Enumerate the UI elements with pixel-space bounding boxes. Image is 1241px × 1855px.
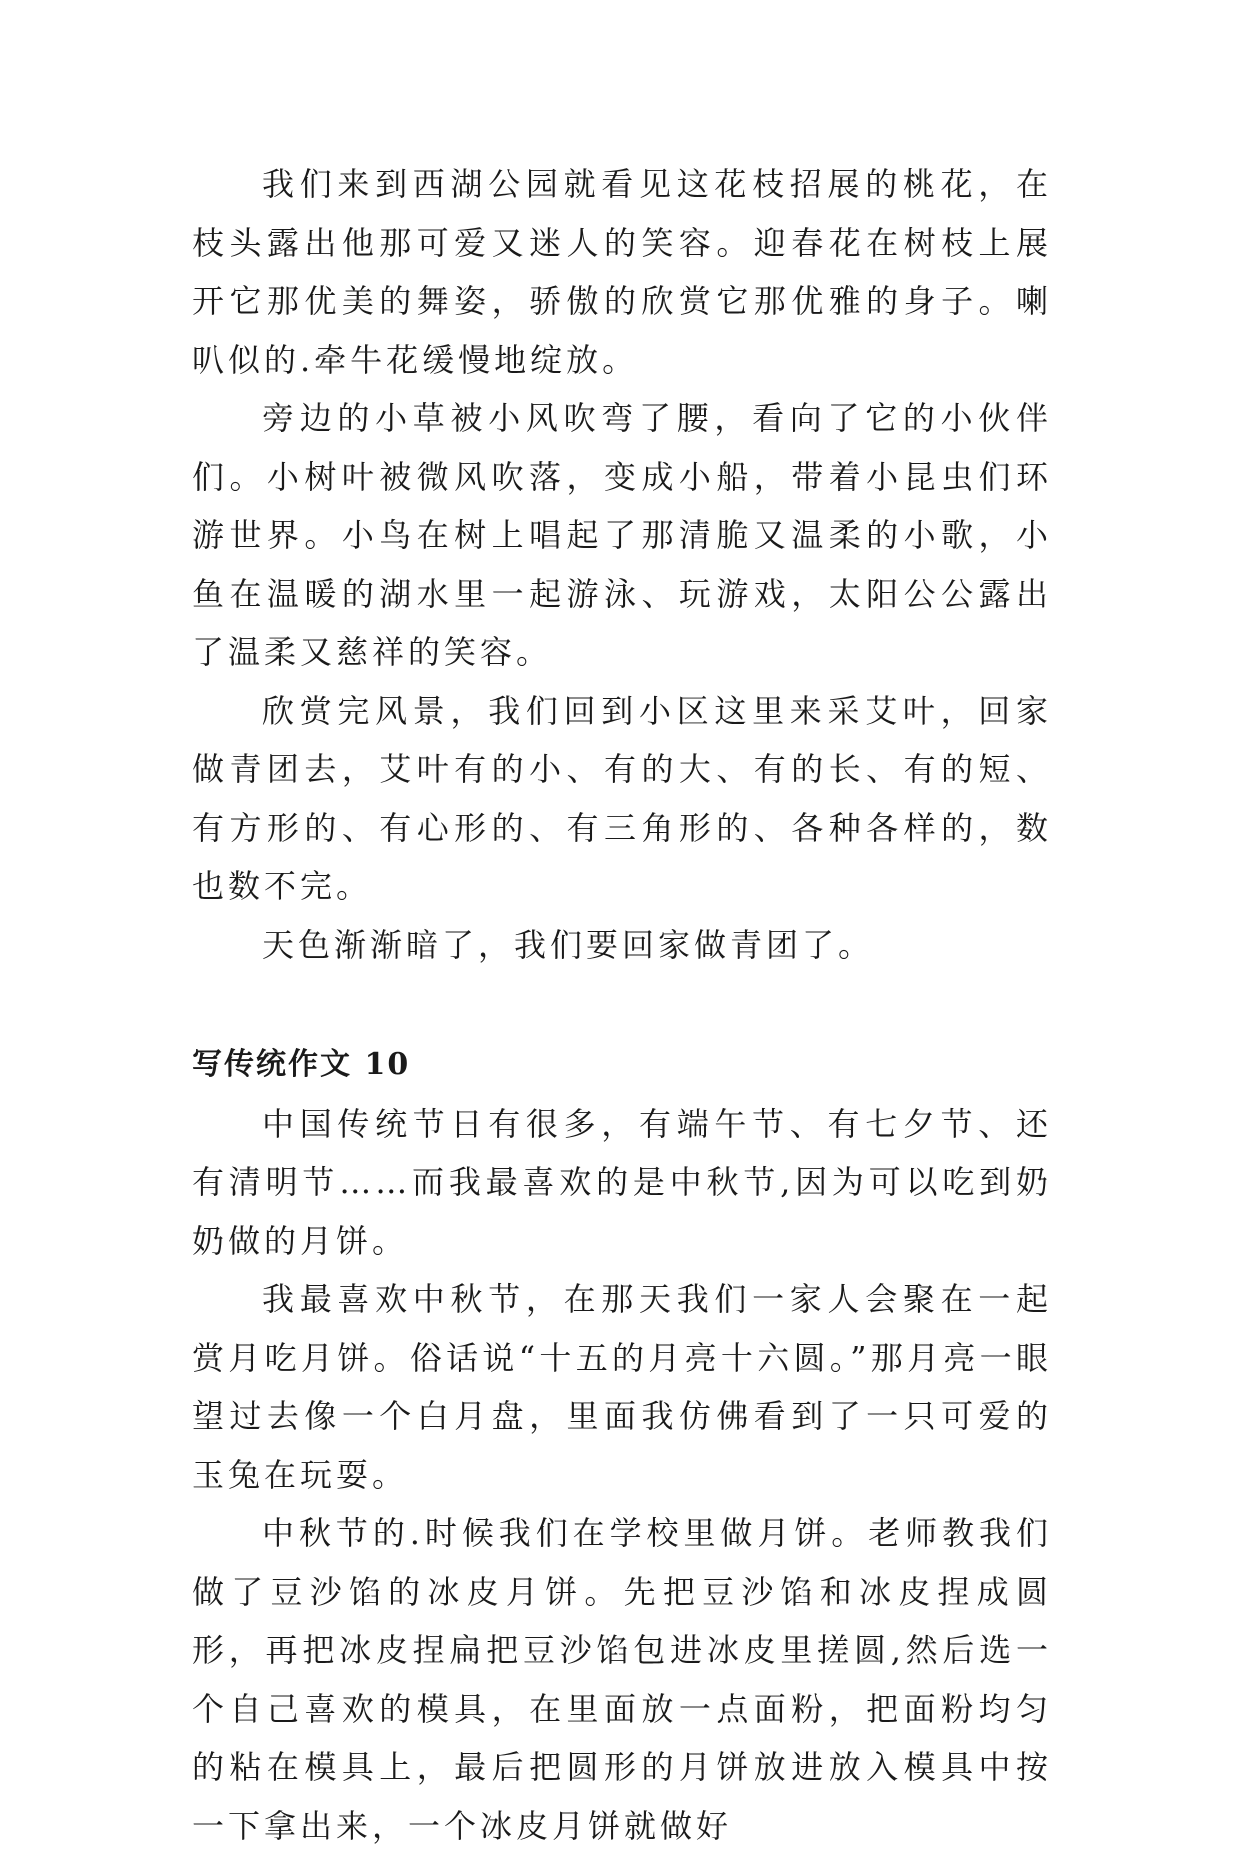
paragraph: 天色渐渐暗了，我们要回家做青团了。	[262, 925, 875, 964]
paragraph: 我们来到西湖公园就看见这花枝招展的桃花，在枝头露出他那可爱又迷人的笑容。迎春花在树枝上展开它那优美的舞姿，骄傲的欣赏它那优雅的身子。喇叭似的.牵牛花缓慢地绽放。	[192, 165, 1052, 379]
section-title: 写传统作文 10	[192, 1047, 411, 1082]
paragraph: 欣赏完风景，我们回到小区这里来采艾叶，回家做青团去，艾叶有的小、有的大、有的长、有的短、有方形的、有心形的、有三角形的、各种各样的，数也数不完。	[192, 691, 1052, 905]
document-page	[192, 155, 1052, 1855]
paragraph: 旁边的小草被小风吹弯了腰，看向了它的小伙伴们。小树叶被微风吹落，变成小船，带着小昆虫们环游世界。小鸟在树上唱起了那清脆又温柔的小歌，小鱼在温暖的湖水里一起游泳、玩游戏，太阳公公露出了温柔又慈祥的笑容。	[192, 399, 1052, 671]
paragraph: 中秋节的.时候我们在学校里做月饼。老师教我们做了豆沙馅的冰皮月饼。先把豆沙馅和冰皮捏成圆形，再把冰皮捏扁把豆沙馅包进冰皮里搓圆,然后选一个自己喜欢的模具，在里面放一点面粉，把面粉均匀的粘在模具上，最后把圆形的月饼放进放入模具中按一下拿出来，一个冰皮月饼就做好	[192, 1514, 1052, 1845]
paragraph: 中国传统节日有很多，有端午节、有七夕节、还有清明节……而我最喜欢的是中秋节,因为可以吃到奶奶做的月饼。	[192, 1104, 1052, 1260]
paragraph: 我最喜欢中秋节，在那天我们一家人会聚在一起赏月吃月饼。俗话说“十五的月亮十六圆。”那月亮一眼望过去像一个白月盘，里面我仿佛看到了一只可爱的玉兔在玩耍。	[192, 1280, 1052, 1494]
